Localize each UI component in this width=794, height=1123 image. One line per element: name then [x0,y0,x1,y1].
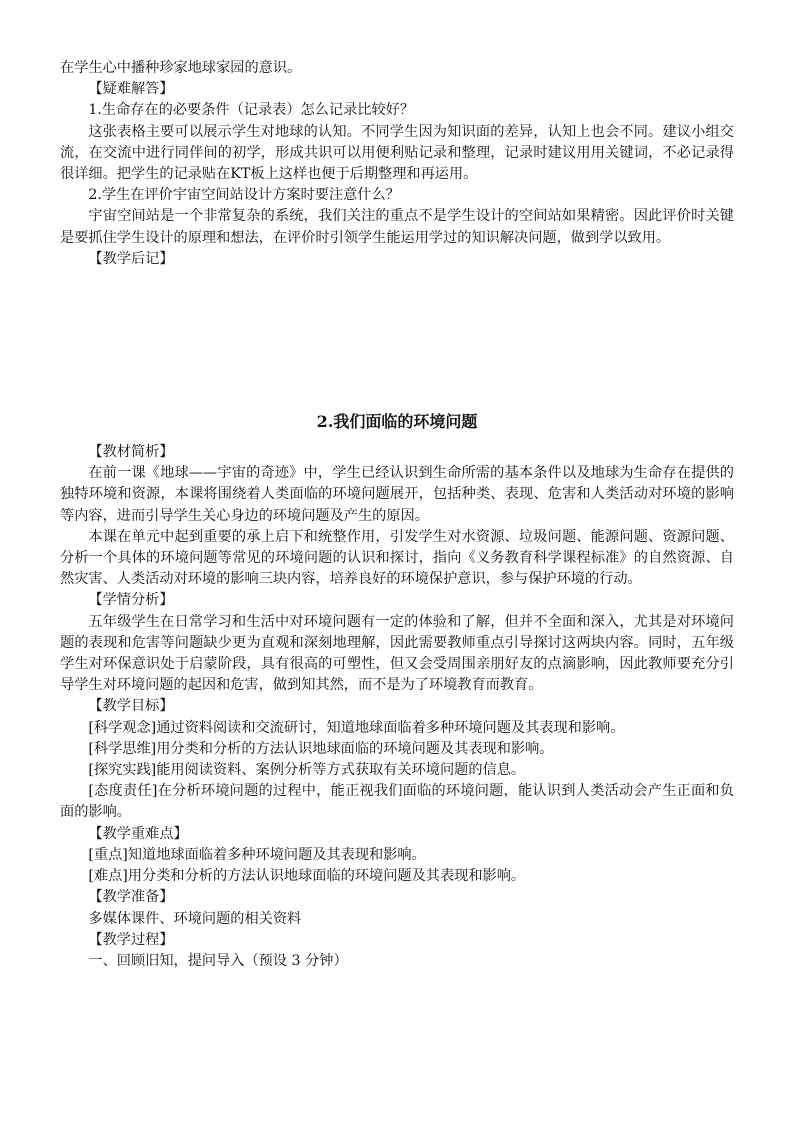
question-2: 2.学生在评价宇宙空间站设计方案时要注意什么？ [88,187,400,204]
blank-space [60,270,734,410]
document-page [60,58,734,972]
prep-text: 多媒体课件、环境问题的相关资料 [88,910,302,927]
heading-student: 【学情分析】 [88,592,174,609]
heading-key: 【教学重难点】 [88,825,188,842]
answer-1: 这张表格主要可以展示学生对地球的认知。不同学生因为知识面的差异，认知上也会不同。建议小组交流，在交流中进行同伴间的初学，形成共识可以用便利贴记录和整理，记录时建议用用关键词，不必记录得很详细。把学生的记录贴在KT板上这样也便于后期整理和再运用。 [60,123,734,183]
heading-doubt: 【疑难解答】 [88,81,174,98]
goal-4: [态度责任]在分析环境问题的过程中，能正视我们面临的环境问题，能认识到人类活动会产生正面和负面的影响。 [60,783,734,821]
goal-2: [科学思维]用分类和分析的方法认识地球面临的环境问题及其表现和影响。 [88,740,554,757]
step-1: 一、回顾旧知，提问导入（预设 3 分钟） [88,952,348,969]
lesson-title: 2.我们面临的环境问题 [316,412,478,432]
material-paragraph-2: 本课在单元中起到重要的承上启下和统整作用，引发学生对水资源、垃圾问题、能源问题、资源问题、分析一个具体的环境问题等常见的环境问题的认识和探讨，指向《义务教育科学课程标准》的自然资源、自然灾害、人类活动对环境的影响三块内容，培养良好的环境保护意识，参与保护环境的行动。 [60,528,734,588]
heading-prep: 【教学准备】 [88,889,174,906]
difficult-point: [难点]用分类和分析的方法认识地球面临的环境问题及其表现和影响。 [88,868,526,885]
question-1: 1.生命存在的必要条件（记录表）怎么记录比较好？ [88,102,415,119]
heading-after: 【教学后记】 [88,250,174,267]
heading-material: 【教材简析】 [88,444,174,461]
goal-1: [科学观念]通过资料阅读和交流研讨，知道地球面临着多种环境问题及其表现和影响。 [88,719,625,736]
answer-2: 宇宙空间站是一个非常复杂的系统，我们关注的重点不是学生设计的空间站如果精密。因此评价时关键是要抓住学生设计的原理和想法，在评价时引领学生能运用学过的知识解决问题，做到学以致用。 [60,208,734,246]
paragraph: 在学生心中播种珍家地球家园的意识。 [60,60,302,76]
key-point: [重点]知道地球面临着多种环境问题及其表现和影响。 [88,846,426,863]
goal-3: [探究实践]能用阅读资料、案例分析等方式获取有关环境问题的信息。 [88,762,526,779]
student-paragraph: 五年级学生在日常学习和生活中对环境问题有一定的体验和了解，但并不全面和深入，尤其是对环境问题的表现和危害等问题缺少更为直观和深刻地理解，因此需要教师重点引导探讨这两块内容。同时，五年级学生对环保意识处于启蒙阶段，具有很高的可塑性，但又会受周围亲朋好友的点滴影响，因此教师要充分引导学生对环境问题的起因和危害，做到知其然，而不是为了环境教育而教育。 [60,613,734,694]
heading-goal: 【教学目标】 [88,698,174,715]
heading-process: 【教学过程】 [88,931,174,948]
material-paragraph-1: 在前一课《地球——宇宙的奇迹》中，学生已经认识到生命所需的基本条件以及地球为生命存在提供的独特环境和资源，本课将围绕着人类面临的环境问题展开，包括种类、表现、危害和人类活动对环境的影响等内容，进而引导学生关心身边的环境问题及产生的原因。 [60,465,734,524]
